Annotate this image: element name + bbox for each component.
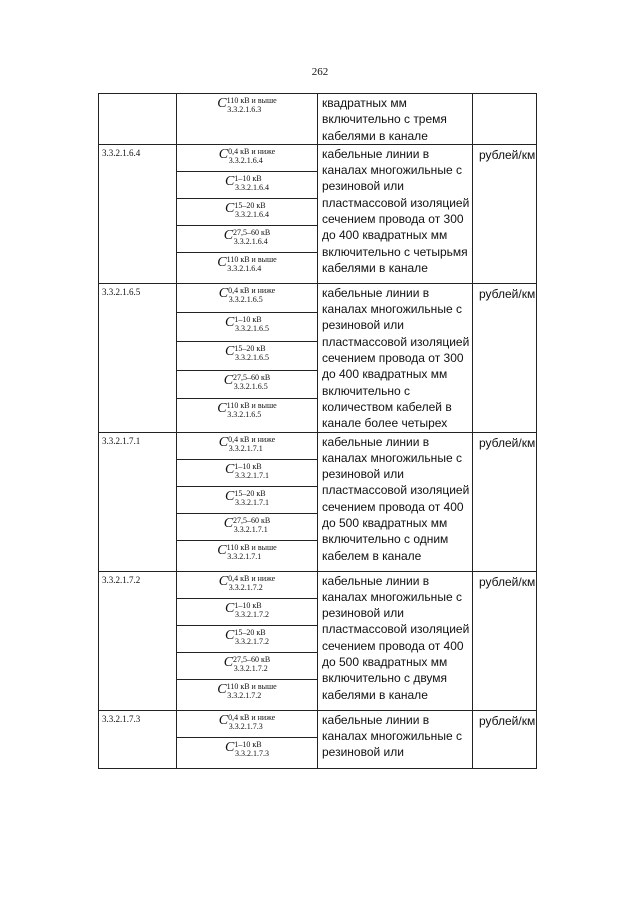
rate-symbol bbox=[225, 741, 269, 758]
item-description: кабельные линии в каналах многожильные с резиновой или пластмассовой изоляцией сечением провода от 300 до 400 квадратных мм включительно с четырьмя кабелями в канале bbox=[318, 144, 473, 283]
table-row bbox=[99, 283, 537, 312]
voltage-class: 110 кВ и выше bbox=[226, 96, 277, 105]
rate-symbol bbox=[224, 229, 271, 246]
symbol-index: 3.3.2.1.7.2 bbox=[233, 663, 268, 673]
item-description: кабельные линии в каналах многожильные с резиновой или bbox=[318, 710, 473, 768]
rate-symbol bbox=[224, 374, 271, 391]
symbol-letter: C bbox=[225, 600, 235, 616]
symbol-index: 3.3.2.1.7.1 bbox=[233, 524, 268, 534]
unit-of-measure bbox=[473, 94, 537, 145]
voltage-class: 27,5–60 кВ bbox=[233, 515, 271, 525]
symbol-index: 3.3.2.1.7.1 bbox=[235, 470, 269, 480]
rate-symbol-cell bbox=[177, 370, 318, 399]
symbol-index: 3.3.2.1.6.5 bbox=[233, 381, 268, 391]
rate-symbol bbox=[225, 316, 269, 333]
rate-symbol-cell bbox=[177, 171, 318, 198]
voltage-class: 0,4 кВ и ниже bbox=[228, 712, 276, 722]
symbol-letter: C bbox=[217, 401, 227, 417]
rate-symbol bbox=[225, 202, 269, 219]
unit-of-measure: рублей/км bbox=[473, 283, 537, 432]
voltage-class: 110 кВ и выше bbox=[226, 681, 277, 691]
rate-symbol-cell bbox=[177, 710, 318, 737]
rate-symbol-cell bbox=[177, 225, 318, 252]
symbol-index: 3.3.2.1.6.5 bbox=[235, 352, 269, 362]
rate-symbol-cell bbox=[177, 513, 318, 540]
rate-symbol-cell bbox=[177, 432, 318, 459]
symbol-letter: C bbox=[225, 343, 235, 359]
rate-symbol-cell bbox=[177, 540, 318, 571]
table-row bbox=[99, 432, 537, 459]
symbol-letter: C bbox=[225, 627, 235, 643]
symbol-letter: C bbox=[223, 372, 234, 388]
rate-symbol-cell bbox=[177, 94, 318, 145]
rate-symbol bbox=[224, 656, 271, 673]
voltage-class: 1–10 кВ bbox=[234, 600, 262, 610]
rate-symbol bbox=[217, 544, 276, 561]
voltage-class: 0,4 кВ и ниже bbox=[228, 573, 276, 583]
symbol-letter: C bbox=[218, 146, 229, 162]
rate-symbol-cell bbox=[177, 283, 318, 312]
rate-symbol-cell bbox=[177, 598, 318, 625]
page-number: 262 bbox=[311, 66, 329, 78]
table-row bbox=[99, 144, 537, 171]
rate-symbol-cell bbox=[177, 652, 318, 679]
voltage-class: 110 кВ и выше bbox=[226, 254, 277, 264]
rate-symbol-cell bbox=[177, 679, 318, 710]
rate-symbol bbox=[225, 345, 269, 362]
symbol-index: 3.3.2.1.7.2 bbox=[227, 690, 262, 700]
rate-symbol bbox=[219, 287, 275, 304]
item-code: 3.3.2.1.7.2 bbox=[99, 571, 177, 710]
unit-of-measure: рублей/км bbox=[473, 571, 537, 710]
item-code: 3.3.2.1.7.3 bbox=[99, 710, 177, 768]
symbol-index: 3.3.2.1.6.4 bbox=[235, 182, 269, 192]
symbol-index: 3.3.2.1.7.3 bbox=[235, 748, 269, 758]
voltage-class: 27,5–60 кВ bbox=[233, 654, 271, 664]
rate-symbol bbox=[217, 256, 276, 273]
rate-symbol-cell bbox=[177, 198, 318, 225]
symbol-letter: C bbox=[223, 515, 234, 531]
symbol-index: 3.3.2.1.6.5 bbox=[227, 410, 262, 420]
table-row bbox=[99, 571, 537, 598]
symbol-index: 3.3.2.1.6.5 bbox=[235, 323, 269, 333]
item-code: 3.3.2.1.6.4 bbox=[99, 144, 177, 283]
symbol-letter: C bbox=[217, 254, 227, 270]
rate-symbol-cell bbox=[177, 625, 318, 652]
voltage-class: 0,4 кВ и ниже bbox=[228, 434, 276, 444]
item-code: 3.3.2.1.7.1 bbox=[99, 432, 177, 571]
symbol-letter: C bbox=[223, 227, 234, 243]
rate-symbol bbox=[225, 175, 269, 192]
item-code bbox=[99, 94, 177, 145]
rate-symbol-cell bbox=[177, 144, 318, 171]
symbol-index: 3.3.2.1.7.3 bbox=[228, 721, 263, 731]
symbol-letter: C bbox=[223, 654, 234, 670]
symbol-index: 3.3.2.1.7.1 bbox=[228, 443, 263, 453]
symbol-letter: C bbox=[217, 96, 227, 111]
symbol-index: 3.3.2.1.7.1 bbox=[235, 497, 269, 507]
unit-of-measure: рублей/км bbox=[473, 144, 537, 283]
item-description: кабельные линии в каналах многожильные с резиновой или пластмассовой изоляцией сечением провода от 400 до 500 квадратных мм включительно с одним кабелем в канале bbox=[318, 432, 473, 571]
symbol-letter: C bbox=[218, 573, 229, 589]
symbol-index: 3.3.2.1.6.3 bbox=[227, 105, 262, 114]
rate-symbol bbox=[219, 148, 275, 165]
symbol-index: 3.3.2.1.7.2 bbox=[235, 636, 269, 646]
rate-symbol-cell bbox=[177, 571, 318, 598]
rate-symbol bbox=[219, 714, 275, 731]
symbol-index: 3.3.2.1.7.2 bbox=[235, 609, 269, 619]
voltage-class: 1–10 кВ bbox=[234, 739, 262, 749]
symbol-index: 3.3.2.1.6.4 bbox=[235, 209, 269, 219]
rate-symbol bbox=[224, 517, 271, 534]
item-description: кабельные линии в каналах многожильные с резиновой или пластмассовой изоляцией сечением провода от 400 до 500 квадратных мм включительно с двумя кабелями в канале bbox=[318, 571, 473, 710]
rate-symbol bbox=[217, 402, 276, 419]
symbol-letter: C bbox=[218, 285, 229, 301]
unit-of-measure: рублей/км bbox=[473, 432, 537, 571]
rate-symbol-cell bbox=[177, 252, 318, 283]
symbol-letter: C bbox=[225, 314, 235, 330]
symbol-letter: C bbox=[225, 200, 235, 216]
symbol-letter: C bbox=[225, 461, 235, 477]
voltage-class: 15–20 кВ bbox=[234, 627, 266, 637]
symbol-letter: C bbox=[225, 739, 235, 755]
item-description: кабельные линии в каналах многожильные с резиновой или пластмассовой изоляцией сечением провода от 300 до 400 квадратных мм включительно с количеством кабелей в канале более четырех bbox=[318, 283, 473, 432]
tariff-table bbox=[98, 93, 537, 769]
item-code: 3.3.2.1.6.5 bbox=[99, 283, 177, 432]
voltage-class: 1–10 кВ bbox=[234, 173, 262, 183]
rate-symbol bbox=[217, 97, 276, 114]
item-description: квадратных мм включительно с тремя кабелями в канале bbox=[318, 94, 473, 145]
symbol-index: 3.3.2.1.7.2 bbox=[228, 582, 263, 592]
symbol-index: 3.3.2.1.6.4 bbox=[228, 155, 263, 165]
rate-symbol-cell bbox=[177, 341, 318, 370]
symbol-index: 3.3.2.1.6.4 bbox=[227, 263, 262, 273]
voltage-class: 110 кВ и выше bbox=[226, 542, 277, 552]
symbol-letter: C bbox=[217, 681, 227, 697]
voltage-class: 1–10 кВ bbox=[234, 314, 262, 324]
rate-symbol-cell bbox=[177, 737, 318, 768]
symbol-index: 3.3.2.1.6.4 bbox=[233, 236, 268, 246]
voltage-class: 110 кВ и выше bbox=[226, 401, 277, 411]
voltage-class: 0,4 кВ и ниже bbox=[228, 146, 276, 156]
rate-symbol-cell bbox=[177, 312, 318, 341]
unit-of-measure: рублей/км bbox=[473, 710, 537, 768]
symbol-letter: C bbox=[217, 542, 227, 558]
rate-symbol-cell bbox=[177, 486, 318, 513]
table-row bbox=[99, 710, 537, 737]
symbol-letter: C bbox=[225, 488, 235, 504]
voltage-class: 15–20 кВ bbox=[234, 343, 266, 353]
table-row bbox=[99, 94, 537, 145]
voltage-class: 15–20 кВ bbox=[234, 200, 266, 210]
rate-symbol bbox=[225, 602, 269, 619]
rate-symbol bbox=[225, 463, 269, 480]
voltage-class: 1–10 кВ bbox=[234, 461, 262, 471]
symbol-letter: C bbox=[218, 712, 229, 728]
rate-symbol bbox=[225, 490, 269, 507]
symbol-letter: C bbox=[225, 173, 235, 189]
symbol-index: 3.3.2.1.6.5 bbox=[228, 294, 263, 304]
rate-symbol-cell bbox=[177, 399, 318, 432]
rate-symbol bbox=[219, 436, 275, 453]
symbol-letter: C bbox=[218, 434, 229, 450]
rate-symbol bbox=[219, 575, 275, 592]
symbol-index: 3.3.2.1.7.1 bbox=[227, 551, 262, 561]
voltage-class: 27,5–60 кВ bbox=[233, 372, 271, 382]
rate-symbol bbox=[225, 629, 269, 646]
voltage-class: 27,5–60 кВ bbox=[233, 227, 271, 237]
rate-symbol bbox=[217, 683, 276, 700]
voltage-class: 0,4 кВ и ниже bbox=[228, 285, 276, 295]
voltage-class: 15–20 кВ bbox=[234, 488, 266, 498]
rate-symbol-cell bbox=[177, 459, 318, 486]
